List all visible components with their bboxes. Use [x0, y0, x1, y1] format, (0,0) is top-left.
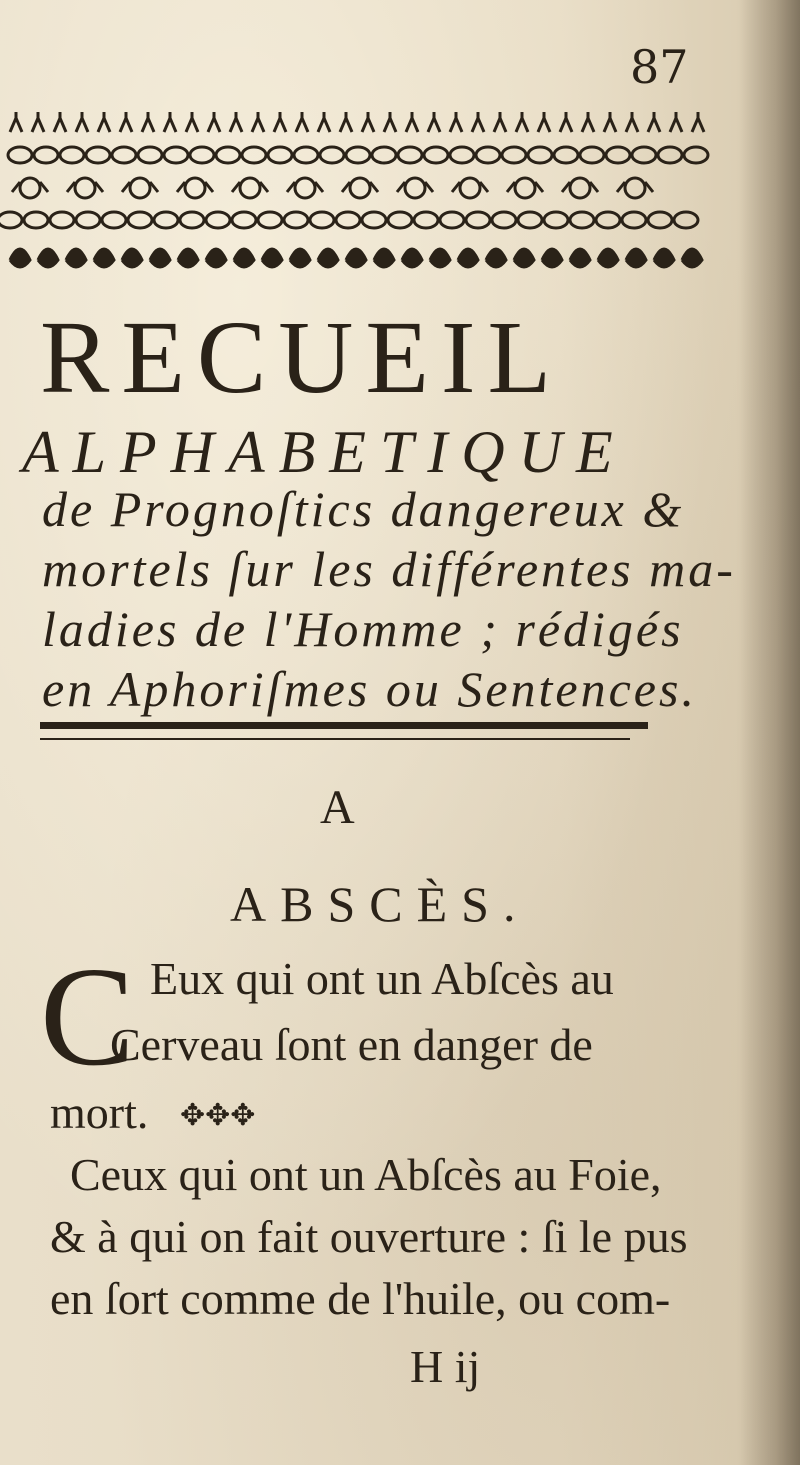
body-line: Eux qui ont un Abſcès au — [150, 953, 614, 1004]
separator-ornament: ✥✥✥ — [180, 1098, 256, 1133]
body-line: & à qui on fait ouverture : ſi le pus — [50, 1211, 688, 1262]
page-subtitle: ALPHABETIQUE — [22, 419, 627, 485]
description-line: mortels ſur les différentes ma- — [42, 541, 736, 597]
body-line: en ſort comme de l'huile, ou com- — [50, 1273, 671, 1324]
signature-mark: H ij — [410, 1341, 481, 1392]
thick-rule — [40, 722, 648, 729]
drop-cap: C — [40, 937, 135, 1095]
body-line: Cerveau ſont en danger de — [110, 1019, 593, 1070]
description-line: en Aphoriſmes ou Sentences. — [42, 661, 697, 717]
body-line: mort. — [50, 1087, 149, 1138]
page-title: RECUEIL — [40, 300, 564, 415]
description-line: ladies de l'Homme ; rédigés — [42, 601, 684, 657]
body-line: Ceux qui ont un Abſcès au Foie, — [70, 1149, 662, 1200]
thin-rule — [40, 738, 630, 740]
description-line: de Prognoſtics dangereux & — [42, 481, 685, 537]
page-number: 87 — [630, 40, 689, 94]
section-letter: A — [320, 781, 355, 834]
page-edge-shadow — [740, 0, 800, 1465]
floral-border-ornament-icon — [0, 100, 720, 290]
section-heading: ABSCÈS. — [230, 876, 530, 932]
